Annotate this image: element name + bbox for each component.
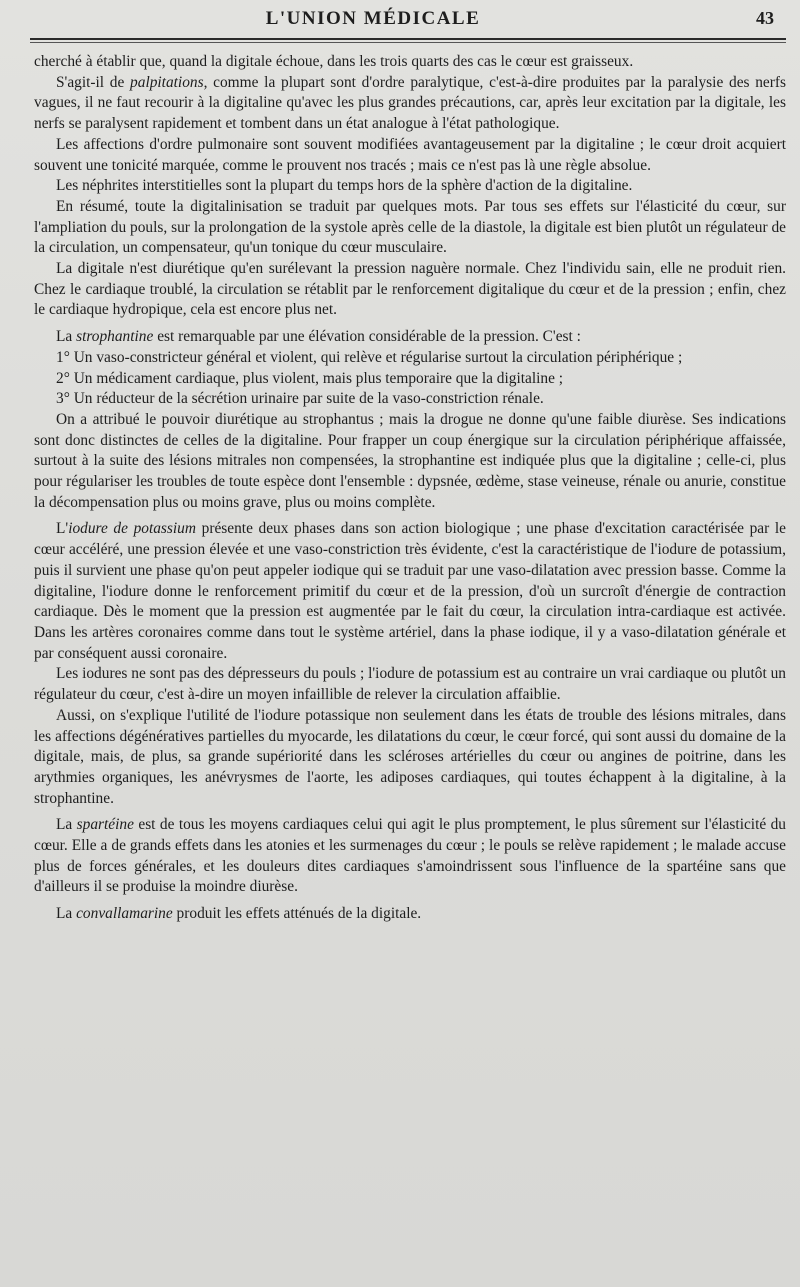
paragraph-continuation: cherché à établir que, quand la digitale échoue, dans les trois quarts des cas le cœur est graisseux. (34, 53, 634, 70)
term-iodure: iodure de potassium (68, 520, 196, 538)
paragraph-summary: En résumé, toute la digitalinisation se traduit par quelques mots. Par tous ses effets sur l'élasticité du cœur, sur l'ampliation du pouls, sur la prolongation de la systole après celle de la diastole, la digitale est bien plutôt un régulateur de la circulation, un compensateur, qu'un tonique du cœur musculaire. (34, 197, 786, 257)
term-convallamarine: convallamarine (76, 905, 173, 923)
list-item-3: 3° Un réducteur de la sécrétion urinaire par suite de la vaso-constriction rénale. (56, 390, 544, 408)
header-rule (30, 38, 786, 40)
paragraph-pulmonary: Les affections d'ordre pulmonaire sont souvent modifiées avantageusement par la digitaline ; le cœur droit acquiert souvent une tonicité marquée, comme le prouvent nos tracés ; mais ce n'est pas là une règle absolue. (34, 135, 786, 174)
header-rule-thin (30, 42, 786, 43)
paragraph-strophantus: On a attribué le pouvoir diurétique au strophantus ; mais la drogue ne donne qu'une faible diurèse. Ses indications sont donc distinctes de celles de la digitaline. Pour frapper un coup énergique sur la circulation périphérique affaissée, surtout à la suite des lésions mitrales non compensées, la strophantine est indiquée plus que la digitaline ; celle-ci, plus pour régulariser les troubles de toute espèce dont l'ensemble : dypsnée, œdème, stase veineuse, rénale ou anurie, constitue la décompensation plus ou moins grave, plus ou moins complète. (34, 410, 786, 511)
article-body (34, 52, 786, 925)
paragraph-strophantine: La strophantine est remarquable par une élévation considérable de la pression. C'est : (56, 328, 581, 346)
term-palpitations: palpitations (130, 73, 204, 91)
page-number: 43 (756, 8, 774, 28)
paragraph-convallamarine: La convallamarine produit les effets atténués de la digitale. (56, 905, 422, 923)
paragraph-iodure: L'iodure de potassium présente deux phases dans son action biologique ; une phase d'excitation caractérisée par le cœur accéléré, une pression élevée et une vaso-constriction très évidente, c'est la caractéristique de l'iodure de potassium, puis il survient une phase qu'on peut appeler iodique qui se traduit par une vaso-dilatation avec pression basse. Comme la digitaline, l'iodure donne le renforcement primitif du cœur et de la pression, d'où un surcroît d'énergie de contraction cardiaque. Dès le moment que la pression est augmentée par le fait du cœur, la circulation intra-cardiaque est activée. Dans les artères coronaires comme dans tout le système artériel, dans la phase iodique, il y a vaso-dilatation générale et par conséquent aussi coronaire. (34, 520, 786, 662)
paragraph-sparteine: La spartéine est de tous les moyens cardiaques celui qui agit le plus promptement, le plus sûrement sur l'élasticité du cœur. Elle a de grands effets dans les atonies et les surmenages du cœur ; le pouls se relève rapidement ; le malade accuse plus de forces générales, et les douleurs dites cardiaques s'amoindrissent sous l'influence de la spartéine sans que d'ailleurs il se produise la moindre diurèse. (34, 816, 786, 896)
paragraph-palpitations: S'agit-il de palpitations, comme la plupart sont d'ordre paralytique, c'est-à-dire produites par la paralysie des nerfs vagues, il ne faut recourir à la digitaline qu'avec les plus grandes précautions, car, après leur excitation par la digitale, les nerfs se paralysent rapidement et tombent dans un état analogue à l'état pathologique. (34, 73, 786, 133)
term-strophantine: strophantine (76, 328, 154, 346)
list-item-2: 2° Un médicament cardiaque, plus violent, mais plus temporaire que la digitaline ; (56, 369, 564, 387)
list-item-1: 1° Un vaso-constricteur général et violent, qui relève et régularise surtout la circulation périphérique ; (56, 348, 683, 366)
paragraph-nephritis: Les néphrites interstitielles sont la plupart du temps hors de la sphère d'action de la digitaline. (56, 177, 633, 195)
running-title: L'UNION MÉDICALE (265, 8, 481, 29)
page-header (0, 4, 800, 38)
paragraph-iodure-utility: Aussi, on s'explique l'utilité de l'iodure potassique non seulement dans les états de trouble des lésions mitrales, dans les affections dégénératives partielles du myocarde, les dilatations du cœur, le cœur forcé, qui sont aussi du domaine de la digitale, mais, de plus, sa grande supériorité dans les scléroses artérielles du cœur ou angines de poitrine, dans les arythmies organiques, les anévrysmes de l'aorte, les adiposes cardiaques, qui toutes échappent à la digitaline, à la strophantine. (34, 706, 786, 807)
paragraph-iodures: Les iodures ne sont pas des dépresseurs du pouls ; l'iodure de potassium est au contraire un vrai cardiaque ou plutôt un régulateur du cœur, c'est à-dire un moyen infaillible de relever la circulation affaiblie. (34, 665, 786, 704)
term-sparteine: spartéine (76, 816, 134, 834)
paragraph-diuretic: La digitale n'est diurétique qu'en surélevant la pression naguère normale. Chez l'individu sain, elle ne produit rien. Chez le cardiaque troublé, la circulation se rétablit par le renforcement digitalique du cœur et de la pression ; enfin, chez le cardiaque hydropique, cela est encore plus net. (34, 260, 786, 319)
